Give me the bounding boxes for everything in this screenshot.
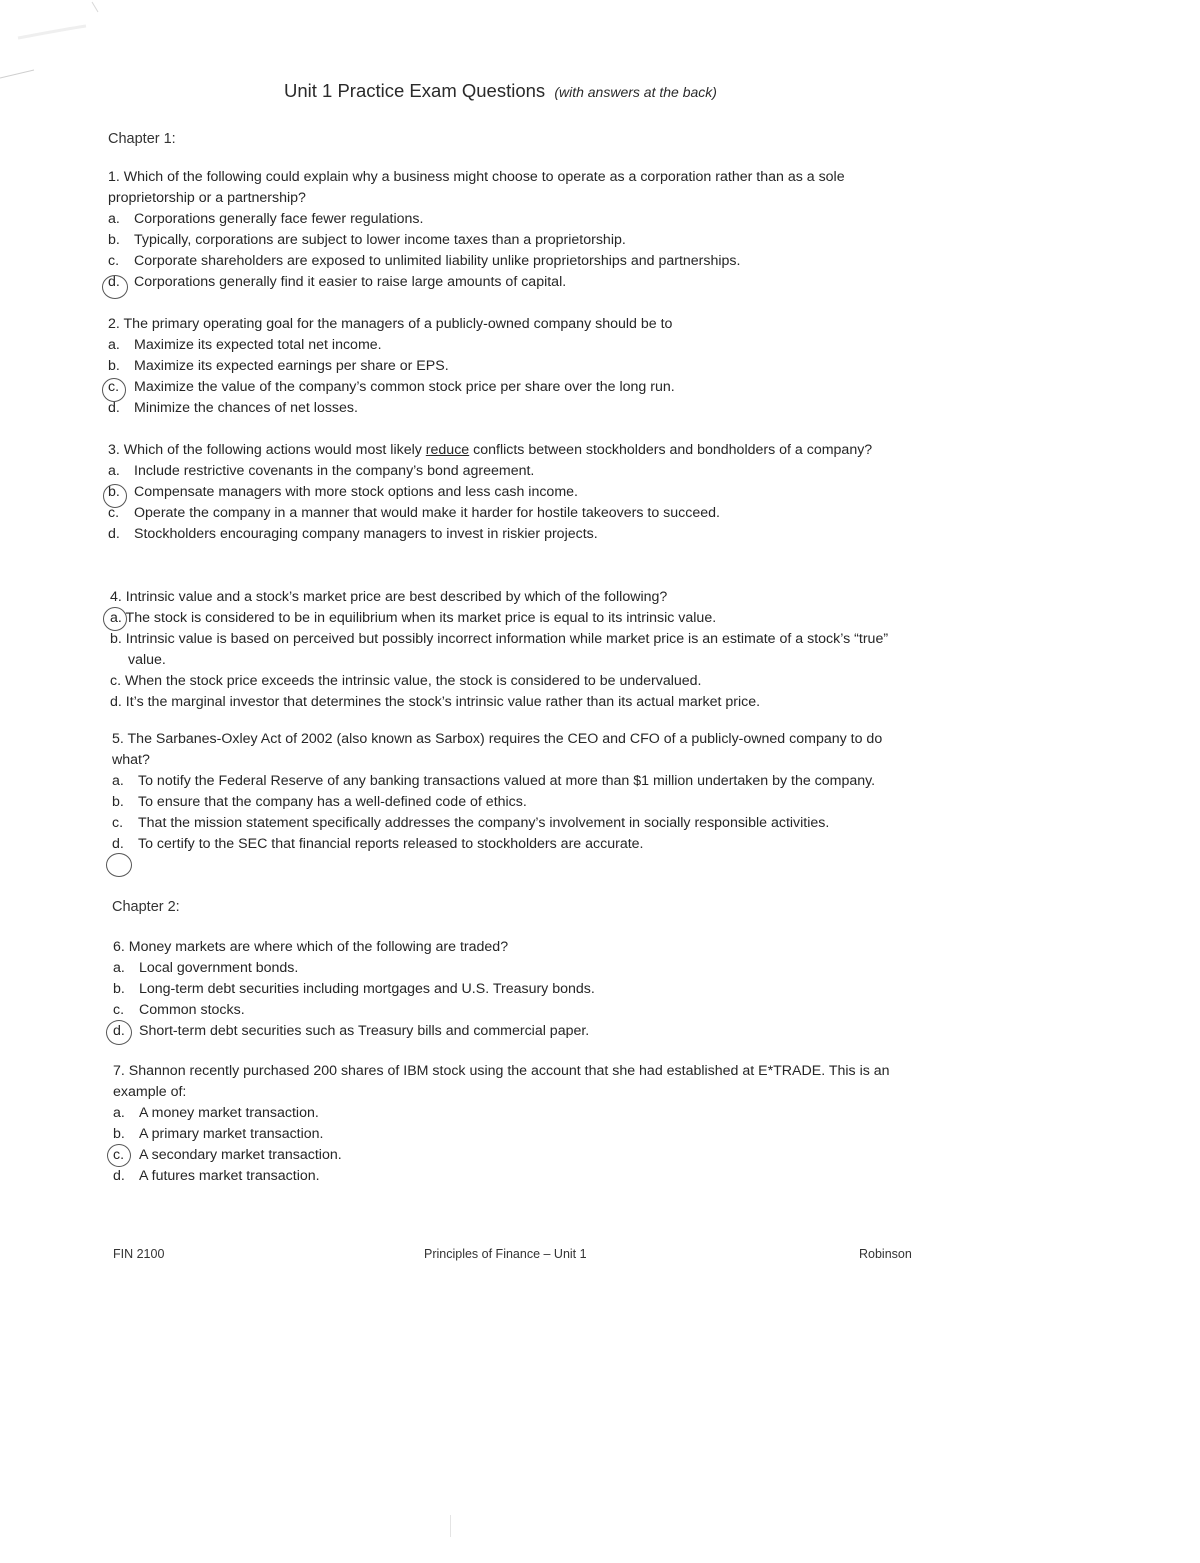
option-text: The stock is considered to be in equilibrium when its market price is equal to its intrinsic value. bbox=[125, 610, 717, 626]
option-text: Common stocks. bbox=[139, 1002, 245, 1018]
option-d bbox=[108, 398, 898, 419]
option-c bbox=[112, 813, 917, 834]
option-d bbox=[113, 1021, 903, 1042]
option-a bbox=[108, 209, 898, 230]
option-text: To ensure that the company has a well-defined code of ethics. bbox=[138, 794, 527, 810]
question-stem: 7. Shannon recently purchased 200 shares of IBM stock using the account that she had established at E*TRADE. This is an example of: bbox=[113, 1063, 890, 1100]
option-letter: c. bbox=[110, 673, 122, 689]
option-letter: a. bbox=[110, 610, 122, 626]
option-letter: c. bbox=[113, 1002, 125, 1018]
option-c bbox=[113, 1145, 913, 1166]
stem-part: conflicts between stockholders and bondholders of a company? bbox=[469, 442, 873, 458]
option-letter: b. bbox=[110, 631, 122, 647]
option-letter: a. bbox=[112, 773, 124, 789]
option-d bbox=[113, 1166, 913, 1187]
option-letter: a. bbox=[113, 1105, 125, 1121]
option-letter: b. bbox=[113, 981, 125, 997]
option-text: Corporations generally find it easier to raise large amounts of capital. bbox=[134, 274, 567, 290]
option-b bbox=[108, 356, 898, 377]
option-text: Maximize the value of the company’s common stock price per share over the long run. bbox=[134, 379, 675, 395]
question-3 bbox=[108, 440, 898, 545]
option-text: Compensate managers with more stock options and less cash income. bbox=[134, 484, 578, 500]
scan-artifact bbox=[0, 0, 140, 90]
option-text: A secondary market transaction. bbox=[139, 1147, 342, 1163]
chapter-2-heading: Chapter 2: bbox=[112, 899, 180, 915]
option-letter: c. bbox=[108, 505, 120, 521]
option-text: Short-term debt securities such as Treasury bills and commercial paper. bbox=[139, 1023, 590, 1039]
option-a bbox=[108, 461, 898, 482]
option-a bbox=[113, 1103, 913, 1124]
footer-course-code: FIN 2100 bbox=[113, 1247, 165, 1261]
option-d bbox=[108, 272, 898, 293]
question-stem bbox=[108, 440, 898, 461]
option-letter: a. bbox=[108, 463, 120, 479]
option-c bbox=[108, 251, 898, 272]
option-letter: c. bbox=[108, 253, 120, 269]
question-1 bbox=[108, 167, 898, 293]
option-c bbox=[108, 377, 898, 398]
option-b bbox=[108, 482, 898, 503]
option-c bbox=[108, 503, 898, 524]
scan-artifact-line bbox=[450, 1515, 451, 1537]
title-main: Unit 1 Practice Exam Questions bbox=[284, 80, 546, 101]
option-text: A money market transaction. bbox=[139, 1105, 319, 1121]
option-d bbox=[110, 692, 900, 713]
option-b bbox=[113, 1124, 913, 1145]
answer-circle-q5 bbox=[106, 853, 132, 877]
option-d bbox=[108, 524, 898, 545]
footer-course-title: Principles of Finance – Unit 1 bbox=[424, 1247, 587, 1261]
option-b bbox=[113, 979, 903, 1000]
option-a bbox=[110, 608, 900, 629]
footer-instructor: Robinson bbox=[859, 1247, 912, 1261]
option-letter: c. bbox=[108, 379, 120, 395]
option-text: Minimize the chances of net losses. bbox=[134, 400, 358, 416]
option-letter: b. bbox=[112, 794, 124, 810]
question-stem: 4. Intrinsic value and a stock’s market price are best described by which of the following? bbox=[110, 589, 668, 605]
option-text: Include restrictive covenants in the company’s bond agreement. bbox=[134, 463, 535, 479]
option-text: It’s the marginal investor that determines the stock’s intrinsic value rather than its actual market price. bbox=[125, 694, 761, 710]
option-text: Corporations generally face fewer regulations. bbox=[134, 211, 424, 227]
option-text: Local government bonds. bbox=[139, 960, 299, 976]
option-text: Long-term debt securities including mortgages and U.S. Treasury bonds. bbox=[139, 981, 595, 997]
option-a bbox=[108, 335, 898, 356]
option-b bbox=[110, 629, 900, 671]
question-4 bbox=[110, 587, 900, 713]
option-letter: d. bbox=[108, 274, 120, 290]
option-text: Operate the company in a manner that would make it harder for hostile takeovers to succeed. bbox=[134, 505, 720, 521]
question-stem: 1. Which of the following could explain why a business might choose to operate as a corporation rather than as a sole proprietorship or a partnership? bbox=[108, 169, 845, 206]
question-2 bbox=[108, 314, 898, 419]
stem-part: 3. Which of the following actions would most likely bbox=[108, 442, 426, 458]
option-letter: d. bbox=[113, 1023, 125, 1039]
option-a bbox=[113, 958, 903, 979]
option-letter: a. bbox=[108, 211, 120, 227]
question-5 bbox=[112, 729, 917, 855]
option-letter: b. bbox=[108, 484, 120, 500]
option-letter: b. bbox=[108, 358, 120, 374]
option-text: Maximize its expected total net income. bbox=[134, 337, 382, 353]
question-stem: 5. The Sarbanes-Oxley Act of 2002 (also known as Sarbox) requires the CEO and CFO of a publicly-owned company to do what? bbox=[112, 731, 883, 768]
option-text: That the mission statement specifically addresses the company’s involvement in socially responsible activities. bbox=[138, 815, 830, 831]
option-text: Typically, corporations are subject to lower income taxes than a proprietorship. bbox=[134, 232, 626, 248]
option-letter: b. bbox=[108, 232, 120, 248]
option-letter: a. bbox=[108, 337, 120, 353]
question-7 bbox=[113, 1061, 913, 1187]
option-c bbox=[113, 1000, 903, 1021]
option-text: Maximize its expected earnings per share or EPS. bbox=[134, 358, 449, 374]
option-letter: c. bbox=[113, 1147, 125, 1163]
option-text: To certify to the SEC that financial reports released to stockholders are accurate. bbox=[138, 836, 644, 852]
stem-underlined-word: reduce bbox=[425, 442, 470, 458]
option-letter: b. bbox=[113, 1126, 125, 1142]
title-note: (with answers at the back) bbox=[554, 84, 717, 100]
option-letter: d. bbox=[108, 400, 120, 416]
option-b bbox=[108, 230, 898, 251]
option-text: Intrinsic value is based on perceived but possibly incorrect information while market price is an estimate of a stock’s “true” value. bbox=[125, 631, 889, 668]
option-letter: d. bbox=[112, 836, 124, 852]
question-stem: 6. Money markets are where which of the following are traded? bbox=[113, 939, 509, 955]
option-letter: d. bbox=[113, 1168, 125, 1184]
option-a bbox=[112, 771, 917, 792]
option-text: A futures market transaction. bbox=[139, 1168, 320, 1184]
option-d bbox=[112, 834, 917, 855]
option-text: Corporate shareholders are exposed to unlimited liability unlike proprietorships and partnerships. bbox=[134, 253, 741, 269]
option-text: When the stock price exceeds the intrinsic value, the stock is considered to be undervalued. bbox=[125, 673, 702, 689]
option-c bbox=[110, 671, 900, 692]
option-letter: d. bbox=[110, 694, 122, 710]
question-stem: 2. The primary operating goal for the managers of a publicly-owned company should be to bbox=[108, 316, 673, 332]
option-letter: a. bbox=[113, 960, 125, 976]
page-title bbox=[284, 80, 717, 102]
option-letter: c. bbox=[112, 815, 124, 831]
option-text: A primary market transaction. bbox=[139, 1126, 324, 1142]
option-text: Stockholders encouraging company managers to invest in riskier projects. bbox=[134, 526, 598, 542]
chapter-1-heading: Chapter 1: bbox=[108, 131, 176, 147]
option-letter: d. bbox=[108, 526, 120, 542]
question-6 bbox=[113, 937, 903, 1042]
option-text: To notify the Federal Reserve of any banking transactions valued at more than $1 million undertaken by the company. bbox=[138, 773, 876, 789]
option-b bbox=[112, 792, 917, 813]
